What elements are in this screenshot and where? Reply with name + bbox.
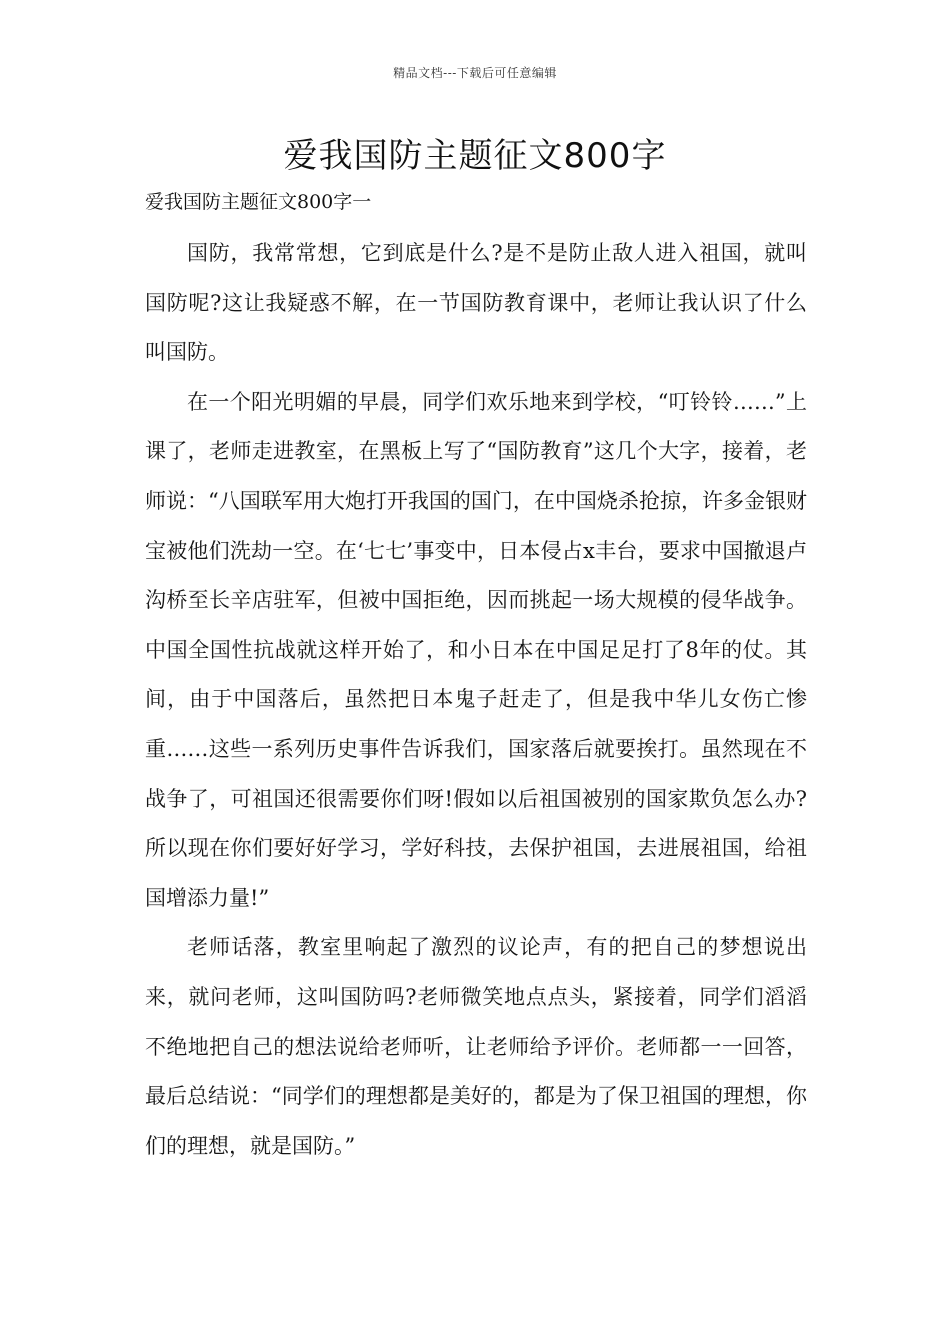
header-note: 精品文档---下载后可任意编辑 bbox=[393, 66, 557, 80]
paragraph: 国防，我常常想，它到底是什么?是不是防止敌人进入祖国，就叫国防呢?这让我疑惑不解，在一节国防教育课中，老师让我认识了什么叫国防。 bbox=[145, 241, 807, 365]
section-subtitle: 爱我国防主题征文800字一 bbox=[145, 191, 372, 213]
paragraph: 在一个阳光明媚的早晨，同学们欢乐地来到学校，“叮铃铃……”上课了，老师走进教室，在黑板上写了“国防教育”这几个大字，接着，老师说：“八国联军用大炮打开我国的国门，在中国烧杀抢掠，许多金银财宝被他们洗劫一空。在‘七七’事变中，日本侵占x丰台，要求中国撤退卢沟桥至长辛店驻军，但被中国拒绝，因而挑起一场大规模的侵华战争。中国全国性抗战就这样开始了，和小日本在中国足足打了8年的仗。其间，由于中国落后，虽然把日本鬼子赶走了，但是我中华儿女伤亡惨重……这些一系列历史事件告诉我们，国家落后就要挨打。虽然现在不战争了，可祖国还很需要你们呀!假如以后祖国被别的国家欺负怎么办?所以现在你们要好好学习，学好科技，去保护祖国，去进展祖国，给祖国增添力量!” bbox=[145, 389, 807, 910]
body-text bbox=[145, 229, 807, 1171]
paragraph: 老师话落，教室里响起了激烈的议论声，有的把自己的梦想说出来，就问老师，这叫国防吗?老师微笑地点点头，紧接着，同学们滔滔不绝地把自己的想法说给老师听，让老师给予评价。老师都一一回答，最后总结说：“同学们的理想都是美好的，都是为了保卫祖国的理想，你们的理想，就是国防。” bbox=[145, 935, 807, 1158]
document-title: 爱我国防主题征文800字 bbox=[283, 136, 667, 176]
